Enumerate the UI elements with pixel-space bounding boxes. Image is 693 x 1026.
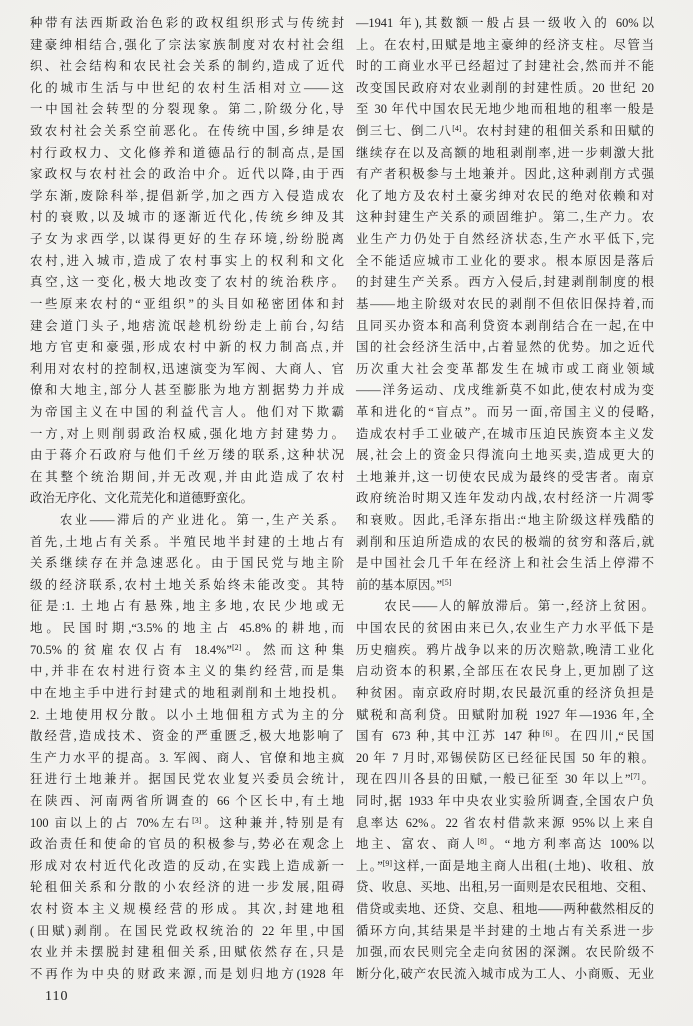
text-line: 时的工商业水平已经超过了封建社会,然而并不能 [356,59,654,74]
text-line: 真空,这一变化,极大地改变了农村的统治秩序。 [30,275,344,290]
text-column-right [356,13,654,985]
text-line: 建豪绅相结合,强化了宗法家族制度对农村社会组 [30,37,344,52]
footnote-ref: [2] [231,642,242,652]
text-line: 上。”[9]这样,一面是地主商人出租(土地)、收租、放 [356,858,654,873]
text-line: 在其整个统治期间,并无改观,并由此造成了农村 [30,469,344,484]
footnote-ref: [8] [477,837,487,847]
text-line: 20 年 7 月时,邓锡侯防区已经征民国 50 年的粮。 [356,750,654,765]
text-line: 狂进行土地兼并。据国民党农业复兴委员会统计, [30,772,344,787]
text-line: 的封建生产关系。西方入侵后,封建剥削制度的根 [356,275,654,290]
text-line: 建会道门头子,地痞流氓趁机纷纷走上前台,勾结 [30,318,344,333]
text-line: 国的社会经济生活中,占着显然的优势。加之近代 [356,340,654,355]
text-line: 散经营,造成技术、资金的严重匮乏,极大地影响了 [30,729,344,744]
text-line: 织、社会结构和农民社会关系的制约,造成了近代 [30,59,344,74]
text-line: 改变国民政府对农业剥削的封建性质。20 世纪 20 [356,80,654,95]
text-line: 农村资本主义规模经营的形成。其次,封建地租 [30,901,344,916]
text-line: 化了地方及农村土豪劣绅对农民的绝对依赖和对 [356,188,654,203]
text-line: 70.5%的贫雇农仅占有 18.4%”[2]。然而这种集 [30,642,345,657]
text-line: 业生产力仍处于自然经济状态,生产水平低下,完 [356,232,654,247]
text-line: 生产力水平的提高。3. 军阀、商人、官僚和地主疯 [30,750,344,765]
text-line: 造成农村手工业破产,在城市压迫民族资本主义发 [356,426,654,441]
text-line: 100 亩以上的占 70%左右[3]。这种兼并,特别是有 [30,815,344,830]
text-line: 前的基本原因。”[5] [356,577,452,592]
text-line: 致农村社会关系空前恶化。在传统中国,乡绅是农 [30,124,344,139]
text-line: 化的城市生活与中世纪的农村生活相对立——这 [30,80,344,95]
text-line: 村行政权力、文化修养和道德品行的制高点,是国 [30,145,344,160]
text-line: 利用对农村的控制权,迅速演变为军阀、大商人、官 [30,361,344,376]
text-line: 政治责任和使命的官员的积极参与,势必在观念上 [30,837,344,852]
text-line: 一些原来农村的“亚组织”的头目如秘密团体和封 [30,296,344,311]
text-line: 展,社会上的资金只得流向土地买卖,造成更大的 [356,448,654,463]
text-line: 加强,而农民则完全走向贫困的深渊。农民阶级不 [356,945,654,960]
text-line: 农业并未摆脱封建租佃关系,田赋依然存在,只是 [30,945,344,960]
text-line: 赋税和高利贷。田赋附加税 1927 年—1936 年,全 [356,707,654,722]
text-line: 中国农民的贫困由来已久,农业生产力水平低下是 [356,621,654,636]
text-line: 地主、富农、商人[8]。“地方利率高达 100%以 [356,837,654,852]
footnote-ref: [6] [542,729,553,739]
text-line: 且同买办资本和高利贷资本剥削结合在一起,在中 [356,318,654,333]
text-line: 借贷或卖地、还贷、交息、租地——两种截然相反的 [356,901,654,916]
text-line: 全不能适应城市工业化的要求。根本原因是落后 [356,253,654,268]
text-line: 现在四川各县的田赋,一般已征至 30 年以上”[7]。 [356,772,655,787]
text-line: 种贫困。南京政府时期,农民最沉重的经济负担是 [356,685,654,700]
text-line: 革和进化的“盲点”。而另一面,帝国主义的侵略, [356,404,654,419]
text-line: 子女为求西学,以谋得更好的生存环境,纷纷脱离 [30,232,344,247]
text-line: 家政权与农村社会的政治中介。近代以降,由于西 [30,167,344,182]
footnote-ref: [3] [192,815,202,825]
text-line: 有产者积极参与土地兼并。因此,这种剥削方式强 [356,167,654,182]
text-line: 历次重大社会变革都发生在城市或工商业领域 [356,361,654,376]
text-line: 一中国社会转型的分裂现象。第二,阶级分化,导 [30,102,344,117]
text-line: 中,并非在农村进行资本主义的集约经营,而是集 [30,664,344,679]
text-line: 由于蒋介石政府与他们千丝万缕的联系,这种状况 [30,448,344,463]
text-line: 政治无序化、文化荒芜化和道德野蛮化。 [30,491,254,506]
text-line: 和衰败。因此,毛泽东指出:“地主阶级这样残酷的 [356,513,654,528]
text-line: 历史痼疾。鸦片战争以来的历次赔款,晚清工业化 [356,642,654,657]
text-line: —1941 年),其数额一般占县一级收入的 60%以 [356,16,654,30]
text-line: 启动资本的积累,全部压在农民身上,更加剧了这 [356,664,654,679]
text-line: 这种封建生产关系的顽固维护。第二,生产力。农 [356,210,654,225]
text-line: 至 30 年代中国农民无地少地而租地的租率一般是 [356,102,654,117]
text-line: 为帝国主义在中国的利益代言人。他们对下欺霸 [30,404,344,419]
text-line: 是中国社会几千年在经济上和社会生活上停滞不 [356,556,654,571]
text-line: 一方,对上则削弱政治权威,强化地方封建势力。 [30,426,344,441]
text-line: 级的经济联系,农村土地关系始终未能改变。其特 [30,577,344,592]
text-line: 政府统治时期又连年发动内战,农村经济一片凋零 [356,491,654,506]
text-line: 继续存在以及高额的地租剥削率,进一步刺激大批 [356,145,654,160]
text-line: 僚和大地主,部分人甚至膨胀为地方割据势力并成 [30,383,344,398]
text-line: 同时,据 1933 年中央农业实验所调查,全国农户负 [356,793,654,808]
text-line: 土地兼并,这一切使农民成为最终的受害者。南京 [356,469,654,484]
text-line: 循环方向,其结果是半封建的土地占有关系进一步 [356,923,654,938]
text-line: 村的衰败,以及城市的逐渐近代化,传统乡绅及其 [30,210,344,225]
text-line: 息率达 62%。22 省农村借款来源 95%以上来自 [356,815,654,830]
text-line: 上。在农村,田赋是地主豪绅的经济支柱。尽管当 [356,37,654,52]
text-line: 农业——滞后的产业进化。第一,生产关系。 [30,513,344,528]
text-line: 关系继续存在并急速恶化。由于国民党与地主阶 [30,556,344,571]
footnote-ref: [4] [452,124,462,134]
text-line: (田赋)剥削。在国民党政权统治的 22 年里,中国 [30,923,344,938]
text-line: 贷、收息、买地、出租,另一面则是农民租地、交租、 [356,880,654,895]
text-line: 地。民国时期,“3.5%的地主占 45.8%的耕地,而 [30,621,344,636]
text-line: 种带有法西斯政治色彩的政权组织形式与传统封 [30,16,344,30]
footnote-ref: [9] [382,858,393,868]
text-line: 首先,土地占有关系。半殖民地半封建的土地占有 [30,534,344,549]
text-line: 形成对农村近代化改造的反动,在实践上造成新一 [30,858,344,873]
text-line: 农村,进入城市,造成了农村事实上的权利和文化 [30,253,344,268]
text-line: 中在地主手中进行封建式的地租剥削和土地投机。 [30,685,344,700]
text-line: 国有 673 种,其中江苏 147 种[6]。在四川,“民国 [356,729,654,744]
text-line: 断分化,破产农民流入城市成为工人、小商贩、无业 [356,966,654,981]
text-line: 地方官吏和豪强,形成农村中新的权力制高点,并 [30,340,344,355]
text-line: 征是:1. 土地占有悬殊,地主多地,农民少地或无 [30,599,344,614]
text-column-left [30,13,344,985]
page-number: 110 [45,989,69,1004]
text-line: 倒三七、倒二八[4]。农村封建的租佃关系和田赋的 [356,124,655,139]
text-line: 不再作为中央的财政来源,而是划归地方(1928 年 [30,966,344,981]
text-line: 在陕西、河南两省所调查的 66 个区长中,有土地 [30,793,344,808]
footnote-ref: [7] [630,772,640,782]
text-line: 基——地主阶级对农民的剥削不但依旧保持着,而 [356,296,654,311]
footnote-ref: [5] [442,577,452,587]
text-line: 剥削和压迫所造成的农民的极端的贫穷和落后,就 [356,534,654,549]
text-line: 轮租佃关系和分散的小农经济的进一步发展,阻碍 [30,880,344,895]
text-line: 农民——人的解放滞后。第一,经济上贫困。 [356,599,654,614]
text-line: 2. 土地使用权分散。以小土地佃租方式为主的分 [30,707,344,722]
text-line: ——洋务运动、戊戌维新莫不如此,使农村成为变 [356,383,654,398]
text-line: 学东渐,废除科举,提倡新学,加之西方入侵造成农 [30,188,344,203]
